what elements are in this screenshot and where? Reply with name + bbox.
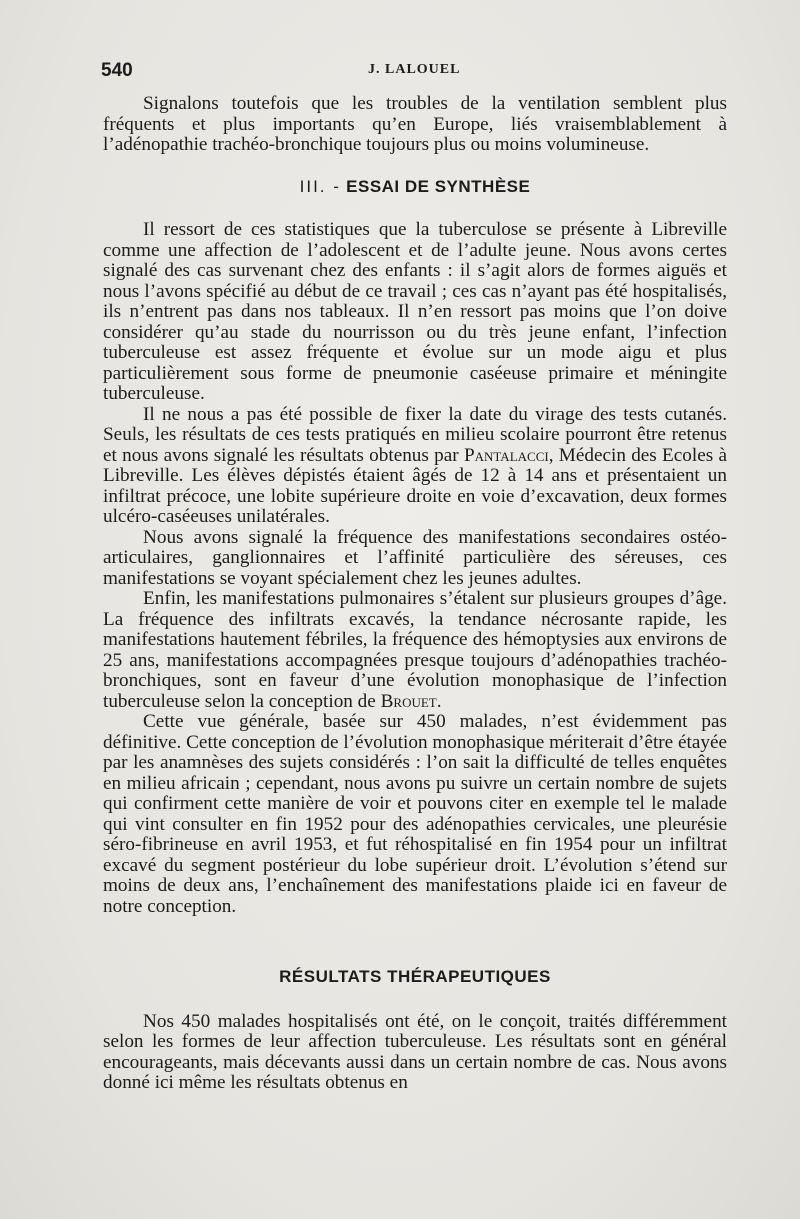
- essai-paragraph-4: [103, 589, 727, 712]
- essai-paragraph-5: Cette vue générale, basée sur 450 malades, n’est évidemment pas définitive. Cette conception de l’évolution monophasique mériterait d’être étayée par les anamnèses des sujets considérés : l’on sait la difficulté de telles enquêtes en milieu africain ; cependant, nous avons pu suivre un certain nombre de sujets qui confirment cette manière de voir et pouvons citer en exemple tel le malade qui vint consulter en fin 1952 pour des adénopathies cervicales, une pleurésie séro-fibrineuse en avril 1953, et fut réhospitalisé en fin 1954 pour un infiltrat excavé du segment postérieur du lobe supérieur droit. L’évolution s’étend sur moins de deux ans, l’enchaînement des manifestations plaide ici en faveur de notre conception.: [103, 711, 727, 917]
- page-number: 540: [101, 60, 133, 81]
- essai-paragraph-4-text-b: .: [436, 690, 442, 712]
- author-name-brouet: Brouet: [380, 690, 437, 712]
- section-heading-essai: [103, 177, 727, 198]
- essai-paragraph-3: Nous avons signalé la fréquence des manifestations secondaires ostéo-articulaires, ganglionnaires et l’affinité particulière des séreuses, ces manifestations se voyant spécialement chez les jeunes adultes.: [103, 526, 727, 589]
- resultats-paragraph-1: Nos 450 malades hospitalisés ont été, on le conçoit, traités différemment selon les formes de leur affection tuberculeuse. Les résultats sont en général encourageants, mais décevants aussi dans un certain nombre de cas. Nous avons donné ici même les résultats obtenus en: [103, 1010, 727, 1093]
- author-name-pantalacci: Pantalacci: [463, 444, 549, 466]
- essai-paragraph-1: Il ressort de ces statistiques que la tuberculose se présente à Libreville comme une affection de l’adolescent et de l’adulte jeune. Nous avons certes signalé des cas survenant chez des enfants : il s’agit alors de formes aiguës et nous l’avons spécifié au début de ce travail ; ces cas n’ayant pas été hospitalisés, ils n’entrent pas dans nos tableaux. Il n’en ressort pas moins que l’on doive considérer qu’au stade du nourrisson ou du très jeune enfant, l’infection tuberculeuse est assez fréquente et évolue sur un mode aigu et plus particulièrement sous forme de pneumonie caséeuse primaire et méningite tuberculeuse.: [103, 219, 727, 404]
- intro-paragraph: Signalons toutefois que les troubles de la ventilation semblent plus fréquents et plus importants qu’en Europe, liés vraisemblablement à l’adénopathie trachéo-bronchique toujours plus ou moins volumineuse.: [103, 93, 727, 155]
- essai-paragraph-2-text-b: , Médecin des Ecoles à Libreville. Les élèves dépistés étaient âgés de 12 à 14 ans et présentaient un infiltrat précoce, une lobite supérieure droite en voie d’excavation, deux formes ulcéro-caséeuses unilatérales.: [103, 444, 728, 527]
- page-header: [101, 60, 730, 90]
- essai-paragraph-2-text-a: Il ne nous a pas été possible de fixer la date du virage des tests cutanés. Seuls, les résultats de ces tests pratiqués en milieu scolaire pourront être retenus et nous avons signalé les résultats obtenus par: [103, 403, 727, 466]
- running-head-author: J. LALOUEL: [368, 62, 461, 77]
- essai-paragraph-4-text-a: Enfin, les manifestations pulmonaires s’étalent sur plusieurs groupes d’âge. La fréquence des infiltrats excavés, la tendance nécrosante rapide, les manifestations hautement fébriles, la fréquence des hémoptysies aux environs de 25 ans, manifestations accompagnées presque toujours d’adénopathies trachéo-bronchiques, sont en faveur d’une évolution monophasique de l’infection tuberculeuse selon la conception de: [103, 588, 727, 712]
- section-heading-resultats: RÉSULTATS THÉRAPEUTIQUES: [279, 967, 551, 986]
- section-title: ESSAI DE SYNTHÈSE: [346, 176, 531, 196]
- essai-paragraph-2: [103, 405, 727, 528]
- article-body: [103, 94, 727, 1094]
- section-numeral: III. -: [299, 176, 341, 196]
